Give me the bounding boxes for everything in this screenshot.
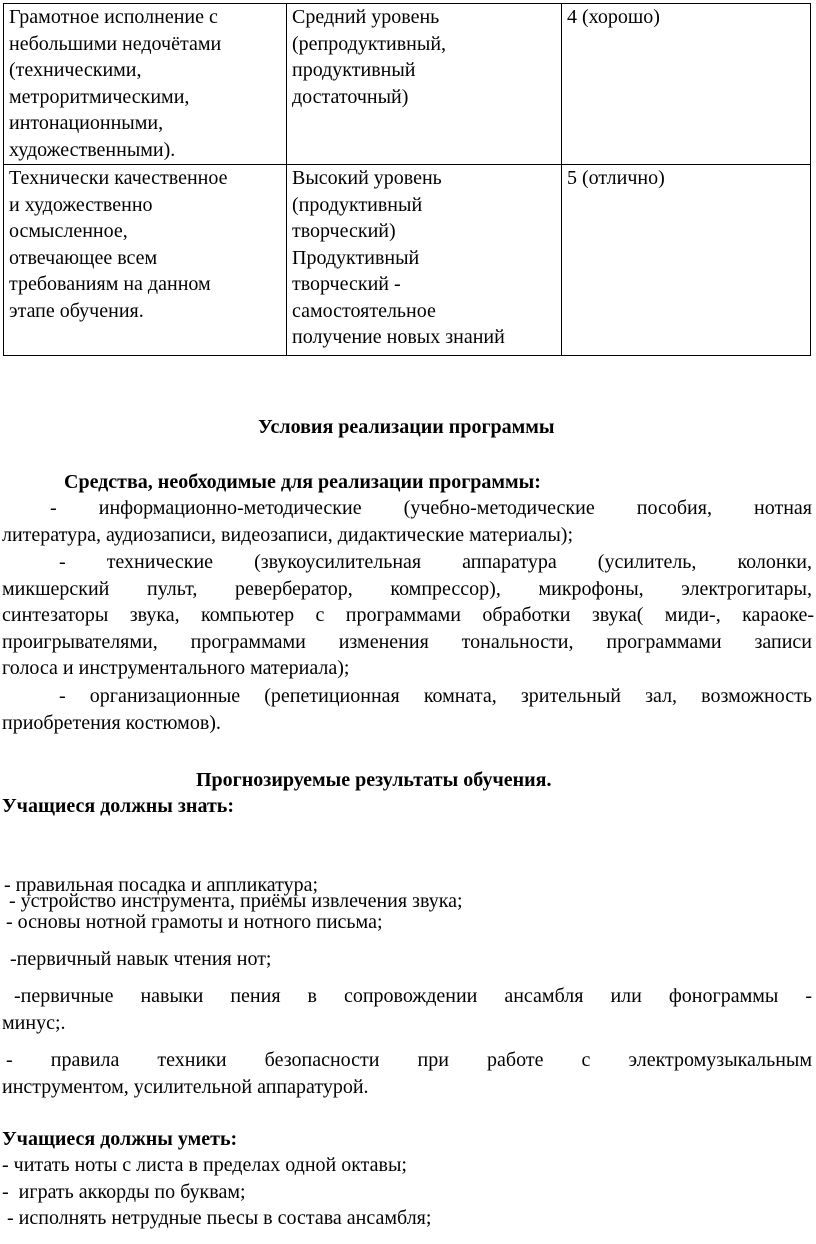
list-item-line: - информационно-методические (учебно-методические пособия, нотная [50,497,812,519]
cell-text: продуктивный [292,59,416,81]
cell-text: 5 (отлично) [567,167,665,189]
cell-text: (техническими, [9,59,142,81]
criteria-cell [4,165,287,356]
cell-text: отвечающее всем [9,246,158,269]
cell-text: (продуктивный [292,193,423,216]
cell-text: Продуктивный [292,246,420,269]
list-item-line: - организационные (репетиционная комната, зрительный зал, возможность [59,685,812,707]
cell-text: Средний уровень [292,6,440,28]
list-item-line: -первичный навык чтения нот; [10,948,272,970]
list-item: - играть аккорды по буквам; [2,1180,246,1203]
cell-text: художественными). [9,138,176,161]
grade-cell [562,4,811,165]
section-title: Условия реализации программы [258,416,555,438]
cell-text: требованиям на данном [9,273,211,295]
list-item-line: - устройство инструмента, приёмы извлечения звука; [4,890,463,912]
list-item-line: - основы нотной грамоты и нотного письма; [6,911,383,933]
cell-text: самостоятельное [292,299,436,322]
list-item [0,683,816,736]
section-title: Прогнозируемые результаты обучения. [196,769,552,791]
cell-text: интонационными, [9,112,164,134]
cell-text: получение новых знаний [292,326,505,348]
table-row [4,4,811,165]
list-item [0,909,816,936]
cell-text: Грамотное исполнение с [9,6,218,28]
table-row [4,165,811,356]
grade-cell [562,165,811,356]
list-item-line: - правильная посадка и аппликатура; [4,874,319,896]
cell-text: творческий - [292,273,401,295]
cell-text: Технически качественное [9,167,228,189]
list-item [0,495,816,548]
cell-text: (репродуктивный, [292,32,447,55]
list-item-line: инструментом, усилительной аппаратурой. [2,1075,369,1098]
list-item-line: - правила техники безопасности при работе с электромузыкальным [6,1049,812,1071]
level-cell [287,165,562,356]
list-item-line: -первичные навыки пения в сопровождении ансамбля или фонограммы - [14,985,812,1007]
list-item-line: литература, аудиозаписи, видеозаписи, дидактические материалы); [2,523,574,546]
cell-text: осмысленное, [9,220,128,242]
list-item [0,983,816,1036]
cell-text: этапе обучения. [9,299,144,322]
list-item [0,1047,816,1100]
list-item-line: приобретения костюмов). [2,711,221,734]
list-item-line: микшерский пульт, ревербератор, компрессор), микрофоны, электрогитары, [2,577,812,600]
list-item: - читать ноты с листа в пределах одной октавы; [2,1154,407,1176]
cell-text: 4 (хорошо) [567,6,660,28]
list-item-line: голоса и инструментального материала); [2,657,350,679]
list-item-line: минус;. [2,1011,66,1034]
cell-text: метроритмическими, [9,85,190,108]
list-item [0,946,816,973]
grading-table [3,3,811,356]
list [0,1152,816,1232]
cell-text: творческий) [292,220,396,242]
cell-text: и художественно [9,193,153,216]
list-item-line: - технические (звукоусилительная аппаратура (усилитель, колонки, [59,551,812,573]
list-item [0,872,816,899]
list-item: - исполнять нетрудные пьесы в состава ансамбля; [2,1207,432,1229]
list-item-line: синтезаторы звука, компьютер с программами обработки звука( миди-, караоке- [2,604,814,626]
level-cell [287,4,562,165]
section-subtitle: Средства, необходимые для реализации программы: [64,471,541,493]
cell-text: Высокий уровень [292,167,442,189]
know-title: Учащиеся должны знать: [2,795,235,817]
cell-text: небольшими недочётами [9,32,222,55]
criteria-cell [4,4,287,165]
cell-text: достаточный) [292,85,409,108]
list-item [0,549,816,682]
can-title: Учащиеся должны уметь: [2,1128,238,1150]
list-item-line: проигрывателями, программами изменения тональности, программами записи [2,630,812,653]
